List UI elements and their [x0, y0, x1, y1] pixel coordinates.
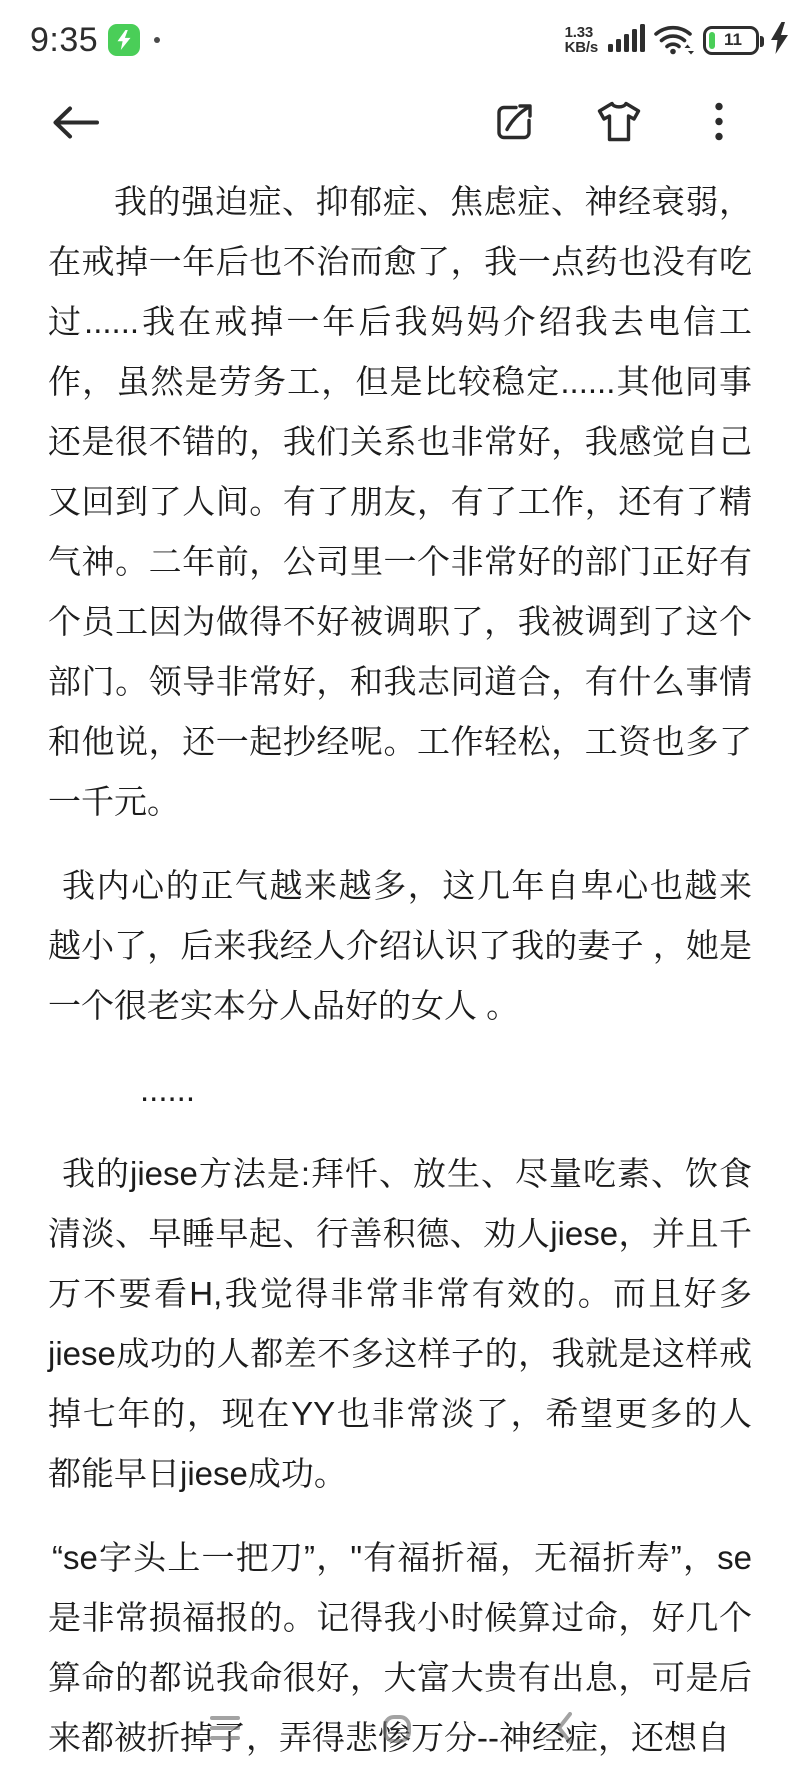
- status-bar-left: [30, 21, 160, 60]
- charging-bolt-icon: [769, 21, 790, 60]
- wifi-icon: [653, 21, 695, 60]
- battery-percent: 11: [724, 30, 742, 49]
- back-arrow-icon[interactable]: [48, 102, 102, 147]
- paragraph-ellipsis: ......: [140, 1071, 196, 1108]
- battery-saver-charge-icon: [108, 24, 140, 56]
- clock-time: 9:35: [30, 20, 99, 59]
- article-body[interactable]: [0, 160, 800, 1780]
- network-speed-unit: KB/s: [564, 39, 598, 56]
- toolbar: [0, 92, 800, 156]
- paragraph: 我的强迫症、抑郁症、焦虑症、神经衰弱，在戒掉一年后也不治而愈了，我一点药也没有吃过......我在戒掉一年后我妈妈介绍我去电信工作，虽然是劳务工，但是比较稳定......其他同事还是很不错的，我们关系也非常好，我感觉自己又回到了人间。有了朋友，有了工作，还有了精气神。二年前，公司里一个非常好的部门正好有个员工因为做得不好被调职了，我被调到了这个部门。领导非常好，和我志同道合，有什么事情和他说，还一起抄经呢。工作轻松，工资也多了一千元。: [48, 183, 752, 820]
- battery-icon: [703, 26, 759, 55]
- back-button-icon[interactable]: [553, 1710, 575, 1751]
- battery-level-fill: [709, 32, 715, 49]
- share-icon[interactable]: [494, 101, 536, 148]
- shirt-icon[interactable]: [594, 100, 644, 149]
- paragraph: “se字头上一把刀”，"有福折福，无福折寿”，se是非常损福报的。记得我小时候算过命，好几个算命的都说我命很好，大富大贵有出息，可是后来都被折掉了，弄得悲惨万分--神经症，还想自: [48, 1539, 752, 1756]
- network-speed-value: 1.33: [564, 24, 594, 41]
- network-speed: [565, 25, 598, 55]
- paragraph: 我内心的正气越来越多，这几年自卑心也越来越小了，后来我经人介绍认识了我的妻子 ，她是一个很老实本分人品好的女人 。: [48, 867, 752, 1024]
- home-button-icon[interactable]: [382, 1714, 412, 1749]
- paragraph: 我的jiese方法是:拜忏、放生、尽量吃素、饮食清淡、早睡早起、行善积德、劝人jiese，并且千万不要看H,我觉得非常非常有效的。而且好多jiese成功的人都差不多这样子的，我就是这样戒掉七年的，现在YY也非常淡了，希望更多的人都能早日jiese成功。: [48, 1155, 752, 1492]
- recents-menu-button-icon[interactable]: [210, 1714, 240, 1747]
- status-bar-right: [565, 21, 790, 60]
- status-bar: [0, 16, 800, 64]
- more-options-icon[interactable]: [714, 102, 724, 147]
- notification-dot: [154, 37, 160, 43]
- signal-strength-icon: [608, 23, 645, 58]
